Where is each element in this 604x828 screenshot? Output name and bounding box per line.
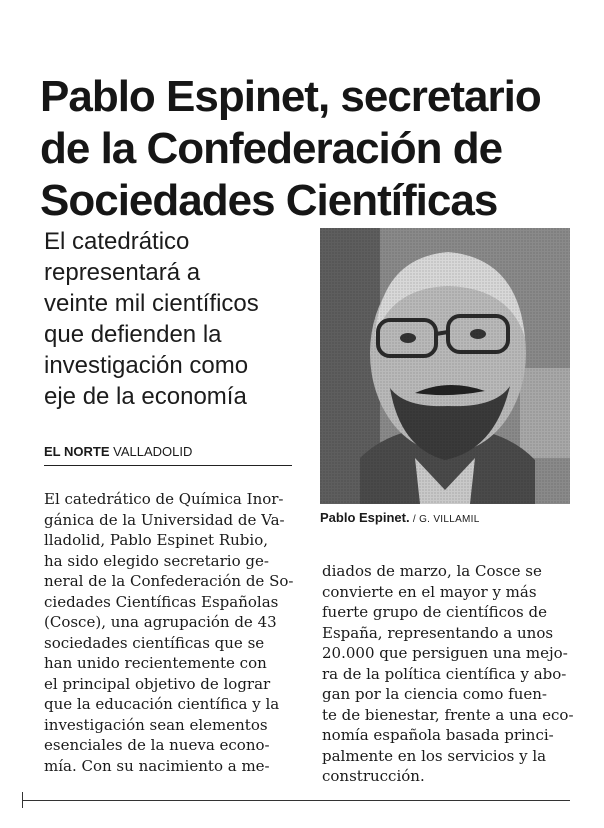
- body-line: convierte en el mayor y más: [322, 582, 537, 601]
- body-line: gánica de la Universidad de Va-: [44, 510, 285, 529]
- body-line: el principal objetivo de lograr: [44, 674, 271, 693]
- body-line: España, representando a unos: [322, 623, 554, 642]
- body-line: esenciales de la nueva econo-: [44, 736, 270, 754]
- body-line: sociedades científicas que se: [44, 633, 265, 652]
- body-line: diados de marzo, la Cosce se: [322, 562, 542, 580]
- portrait-illustration: [320, 228, 570, 504]
- body-line: El catedrático de Química Inor-: [44, 490, 284, 508]
- subhead-line: El catedrático: [44, 228, 190, 255]
- body-line: ra de la política científica y abo-: [322, 664, 567, 683]
- headline-line: de la Confederación de: [40, 124, 503, 174]
- photo-caption: [320, 510, 570, 525]
- subhead-line: eje de la economía: [44, 383, 247, 410]
- body-column-left: [44, 489, 296, 776]
- body-line: construcción.: [322, 767, 425, 785]
- subhead-line: representará a: [44, 259, 201, 286]
- portrait-photo: [320, 228, 570, 504]
- subhead-line: veinte mil científicos: [44, 290, 259, 317]
- body-line: gan por la ciencia como fuen-: [322, 685, 547, 703]
- body-line: 20.000 que persiguen una mejo-: [322, 644, 568, 662]
- headline: [40, 71, 580, 227]
- body-column-right: [322, 561, 574, 787]
- body-line: lladolid, Pablo Espinet Rubio,: [44, 531, 268, 549]
- subhead-line: investigación como: [44, 352, 249, 379]
- body-line: han unido recientemente con: [44, 654, 267, 672]
- body-line: nomía española basada princi-: [322, 726, 554, 744]
- body-line: (Cosce), una agrupación de 43: [44, 613, 277, 631]
- byline-city: VALLADOLID: [113, 444, 193, 459]
- caption-credit: / G. VILLAMIL: [412, 514, 480, 525]
- caption-name: Pablo Espinet.: [320, 510, 410, 525]
- body-line: investigación sean elementos: [44, 715, 268, 734]
- body-line: mía. Con su nacimiento a me-: [44, 756, 270, 775]
- headline-line: Pablo Espinet, secretario: [40, 72, 541, 122]
- byline: [44, 444, 292, 466]
- body-line: neral de la Confederación de So-: [44, 572, 294, 590]
- bottom-rule: [22, 800, 570, 801]
- body-line: ciedades Científicas Españolas: [44, 592, 279, 611]
- subhead-line: que defienden la: [44, 321, 222, 348]
- body-line: palmente en los servicios y la: [322, 746, 547, 765]
- body-line: te de bienestar, frente a una eco-: [322, 705, 574, 724]
- body-line: que la educación científica y la: [44, 695, 280, 713]
- body-line: fuerte grupo de científicos de: [322, 603, 547, 621]
- byline-paper: EL NORTE: [44, 444, 110, 459]
- body-line: ha sido elegido secretario ge-: [44, 551, 269, 570]
- corner-rule: [22, 792, 23, 808]
- headline-line: Sociedades Científicas: [40, 176, 498, 226]
- subheadline: [44, 226, 314, 412]
